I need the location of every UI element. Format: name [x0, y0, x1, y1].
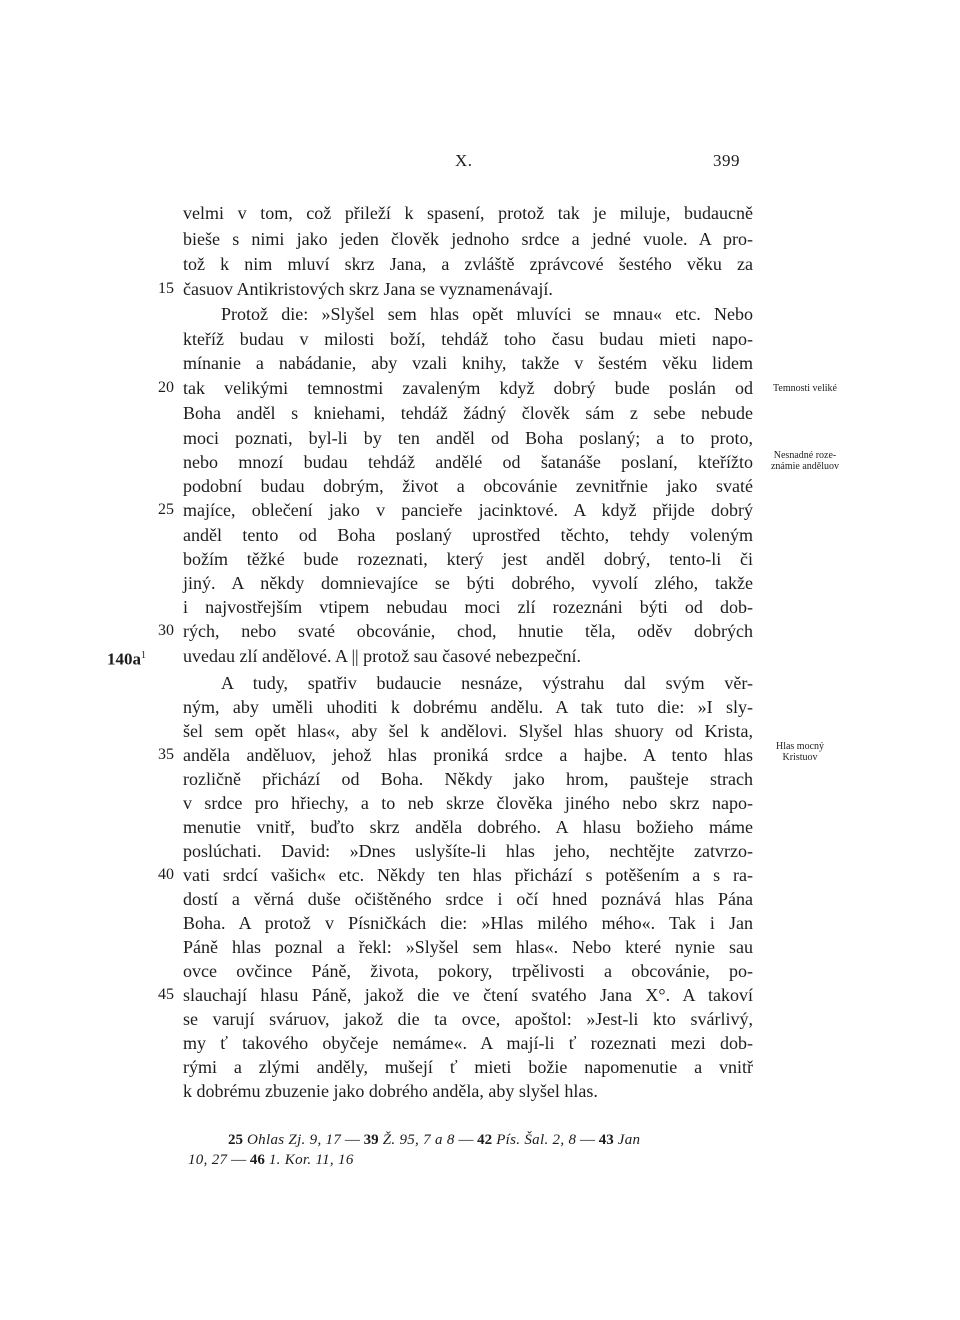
text-line: jiný. A někdy domnievajíce se býti dobrého, vyvolí zlého, takže — [183, 573, 753, 593]
text-line: bieše s nimi jako jeden člověk jednoho srdce a jedné vuole. A pro- — [183, 229, 753, 249]
text-line: šel sem opět hlas«, aby šel k andělovi. Slyšel hlas shuory od Krista, — [183, 721, 753, 741]
footnote-line-ref: 43 — [598, 1132, 614, 1148]
footnote-line — [188, 1150, 354, 1170]
footnote-line-ref: 39 — [363, 1132, 379, 1148]
text-line: k dobrému zbuzenie jako dobrého anděla, aby slyšel hlas. — [183, 1081, 598, 1101]
margin-note: Hlas mocný — [775, 741, 825, 752]
text-line: kteříž budau v milosti boží, tehdáž toho času budau mieti napo- — [183, 329, 753, 349]
text-line: rozličně přichází od Boha. Někdy jako hrom, paušteje strach — [183, 769, 753, 789]
margin-note: Temnosti veliké — [772, 383, 837, 394]
margin-note: Nesnadné roze- — [773, 450, 837, 461]
text-line: i najvostřejším vtipem nebudau moci zlí rozeznáni býti od dob- — [183, 597, 753, 617]
line-number: 45 — [158, 986, 174, 1003]
footnote-separator: — — [341, 1132, 364, 1148]
footnote-line-ref: 42 — [477, 1132, 493, 1148]
footnote-line-ref: 46 — [249, 1152, 265, 1168]
text-line: menutie vnitř, buďto skrz anděla dobrého. A hlasu božieho máme — [183, 817, 753, 837]
line-number: 30 — [158, 622, 174, 639]
text-line: božím těžké bude rozeznati, který jest anděl dobrý, tento-li či — [183, 549, 753, 569]
footnote-citation: Ohlas Zj. 9, 17 — [243, 1132, 342, 1148]
folio-number: 140a — [107, 649, 141, 669]
text-line: velmi v tom, což přileží k spasení, protož tak je miluje, budaucně — [183, 203, 753, 223]
footnote-citation: 1. Kor. 11, 16 — [264, 1152, 354, 1168]
line-number: 20 — [158, 379, 174, 396]
text-line: poslúchati. David: »Dnes uslyšíte-li hlas jeho, nechtějte zatvrzo- — [183, 841, 753, 861]
text-line: rými a zlými anděly, mušejí ť mieti božie napomenutie a vnitř — [183, 1057, 753, 1077]
text-line: anděl tento od Boha poslaný uprostřed těchto, tehdy voleným — [183, 525, 753, 545]
footnote-citation: 10, 27 — [188, 1152, 228, 1168]
text-line: A tudy, spatřiv budaucie nesnáze, výstrahu dal svým věr- — [221, 673, 753, 693]
text-line: Boha. A protož v Písničkách die: »Hlas milého mého«. Tak i Jan — [183, 913, 753, 933]
text-line: časuov Antikristových skrz Jana se vyznamenávají. — [183, 279, 553, 299]
text-line: tak velikými temnostmi zavaleným když dobrý bude poslán od — [183, 378, 753, 398]
footnote-citation: Pís. Šal. 2, 8 — [492, 1132, 577, 1148]
margin-note: známie anděluov — [770, 461, 840, 472]
text-line: Protož die: »Slyšel sem hlas opět mluvíci se mnau« etc. Nebo — [221, 304, 753, 324]
text-line: ovce ovčince Páně, života, pokory, trpělivosti a obcovánie, po- — [183, 961, 753, 981]
text-line: v srdce pro hřiechy, a to neb skrze člověka jiného nebo skrz napo- — [183, 793, 753, 813]
folio-superscript: 1 — [141, 650, 146, 661]
text-line: moci poznati, byl-li by ten anděl od Boha poslaný; a to proto, — [183, 428, 753, 448]
footnote-line — [228, 1130, 640, 1150]
text-line: Páně hlas poznal a řekl: »Slyšel sem hlas«. Nebo které nynie sau — [183, 937, 753, 957]
text-line: tož k nim mluví skrz Jana, a zvláště zprávcové šestého věku za — [183, 254, 753, 274]
text-line: slauchají hlasu Páně, jakož die ve čtení svatého Jana X°. A takoví — [183, 985, 753, 1005]
chapter-heading: X. — [455, 151, 473, 170]
margin-note: Kristuov — [782, 752, 818, 763]
line-number: 15 — [158, 280, 174, 297]
page-number: 399 — [713, 151, 740, 170]
text-line: my ť takového obyčeje nemáme«. A mají-li ť rozeznati mezi dob- — [183, 1033, 753, 1053]
footnote-line-ref: 25 — [228, 1132, 243, 1148]
text-line: anděla anděluov, jehož hlas proniká srdce a hajbe. A tento hlas — [183, 745, 753, 765]
text-line: majíce, oblečení jako v pancieře jacinktové. A když přijde dobrý — [183, 500, 753, 520]
footnote-citation: Jan — [613, 1132, 641, 1148]
folio-mark — [107, 645, 146, 671]
footnote-separator: — — [576, 1132, 599, 1148]
text-line: vati srdcí vašich« etc. Někdy ten hlas přichází s potěšením a s ra- — [183, 865, 753, 885]
text-line: dostí a věrná duše očištěného srdce i očí hned poznává hlas Pána — [183, 889, 753, 909]
text-line: se varují sváruov, jakož die ta ovce, apoštol: »Jest-li kto svárlivý, — [183, 1009, 753, 1029]
text-line: podobní budau dobrým, život a obcovánie zevnitřnie jako svaté — [183, 476, 753, 496]
footnote-separator: — — [454, 1132, 478, 1148]
text-line: ným, aby uměli uhoditi k dobrému andělu. A tak tuto die: »I sly- — [183, 697, 753, 717]
text-line: uvedau zlí andělové. A || protož sau časové nebezpeční. — [183, 646, 582, 666]
footnote-citation: Ž. 95, 7 a 8 — [378, 1132, 455, 1148]
line-number: 25 — [158, 501, 174, 518]
line-number: 35 — [158, 746, 174, 763]
text-line: mínanie a nabádanie, aby vzali knihy, takže v šestém věku lidem — [183, 353, 753, 373]
footnote-separator: — — [227, 1152, 250, 1168]
text-line: nebo mnozí budau tehdáž andělé od šatanáše poslaní, kteřížto — [183, 452, 753, 472]
text-line: Boha anděl s kniehami, tehdáž žádný člověk sám z sebe nebude — [183, 403, 753, 423]
line-number: 40 — [158, 866, 174, 883]
text-line: rých, nebo svaté obcovánie, chod, hnutie těla, oděv dobrých — [183, 621, 753, 641]
